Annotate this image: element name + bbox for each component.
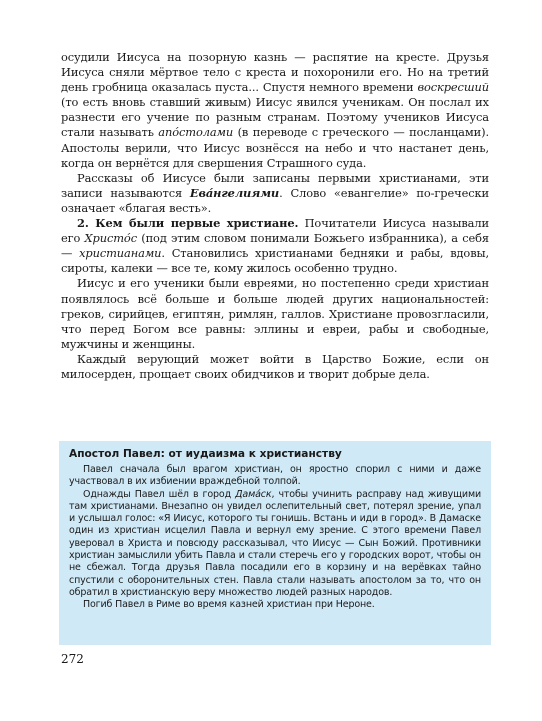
paragraph-3: [61, 216, 489, 276]
main-text: [61, 50, 489, 382]
text-run: воскресший: [417, 80, 489, 95]
text-run: Христо́с: [84, 231, 137, 246]
paragraph-2: [61, 171, 489, 216]
box-paragraph-1: [69, 464, 481, 489]
text-run: Почитатели Иисуса называли его: [61, 216, 489, 246]
text-run: Павел сначала был врагом христиан, он яростно спорил с ними и даже участвовал в их избиении враждебной толпой.: [69, 464, 481, 488]
paragraph-5: [61, 352, 489, 382]
text-run: (в переводе с греческого — посланцами). Апостолы верили, что Иисус вознёсся на небо и что настанет день, когда он вернётся для свершения Страшного суда.: [61, 125, 489, 170]
text-run: Погиб Павел в Риме во время казней христиан при Нероне.: [83, 599, 375, 611]
text-run: 2. Кем были первые христиане.: [77, 216, 299, 231]
text-run: Ева́нгелиями: [189, 185, 280, 200]
text-run: апо́столами: [158, 125, 234, 140]
page-number: 272: [61, 652, 84, 666]
text-run: Однажды Павел шёл в город: [83, 488, 236, 500]
box-title: Апостол Павел: от иудаизма к христианству: [69, 448, 342, 460]
text-run: христианами: [79, 246, 162, 261]
box-paragraph-2: [69, 489, 481, 600]
text-run: осудили Иисуса на позорную казнь — распятие на кресте. Друзья Иисуса сняли мёртвое тело с креста и похоронили его. Но на третий день гробница оказалась пуста... Спустя немного времени: [61, 50, 489, 95]
paragraph-1: [61, 50, 489, 171]
text-run: Иисус и его ученики были евреями, но постепенно среди христиан появлялось всё больше и больше людей других национальностей: греков, сирийцев, египтян, римлян, галлов. Христиане провозгласили, что перед Богом все равны: эллины и евреи, рабы и свободные, мужчины и женщины.: [61, 276, 489, 351]
text-run: Каждый верующий может войти в Царство Божие, если он милосерден, прощает своих обидчиков и творит добрые дела.: [61, 351, 489, 381]
paragraph-4: [61, 276, 489, 351]
text-run: . Слово «евангелие» по-гречески означает «благая весть».: [61, 185, 489, 215]
text-run: Дама́ск: [235, 488, 272, 500]
text-run: Рассказы об Иисусе были записаны первыми христианами, эти записи называются: [61, 170, 489, 200]
sidebar-box-apostle-paul: [59, 441, 491, 645]
text-run: (то есть вновь ставший живым) Иисус явился ученикам. Он послал их разнести его учение по разным странам. Поэтому учеников Иисуса стали называть: [61, 95, 489, 140]
text-run: (под этим словом понимали Божьего избранника), а себя —: [61, 231, 489, 261]
box-paragraph-3: [69, 599, 481, 611]
text-run: , чтобы учинить расправу над живущими там христианами. Внезапно он увидел ослепительный свет, потерял зрение, упал и услышал голос: «Я Иисус, которого ты гонишь. Встань и иди в город». В Дамаске один из христиан исцелил Павла и вернул ему зрение. С этого времени Павел уверовал в Христа и повсюду рассказывал, что Иисус — Сын Божий. Противники христиан замыслили убить Павла и стали стеречь его у городских ворот, чтобы он не сбежал. Тогда друзья Павла посадили его в корзину и на верёвках тайно спустили с оборонительных стен. Павла стали называть апостолом за то, что он обратил в христианскую веру множество людей разных народов.: [69, 488, 481, 598]
text-run: . Становились христианами бедняки и рабы, вдовы, сироты, калеки — все те, кому жилось особенно трудно.: [61, 246, 489, 276]
